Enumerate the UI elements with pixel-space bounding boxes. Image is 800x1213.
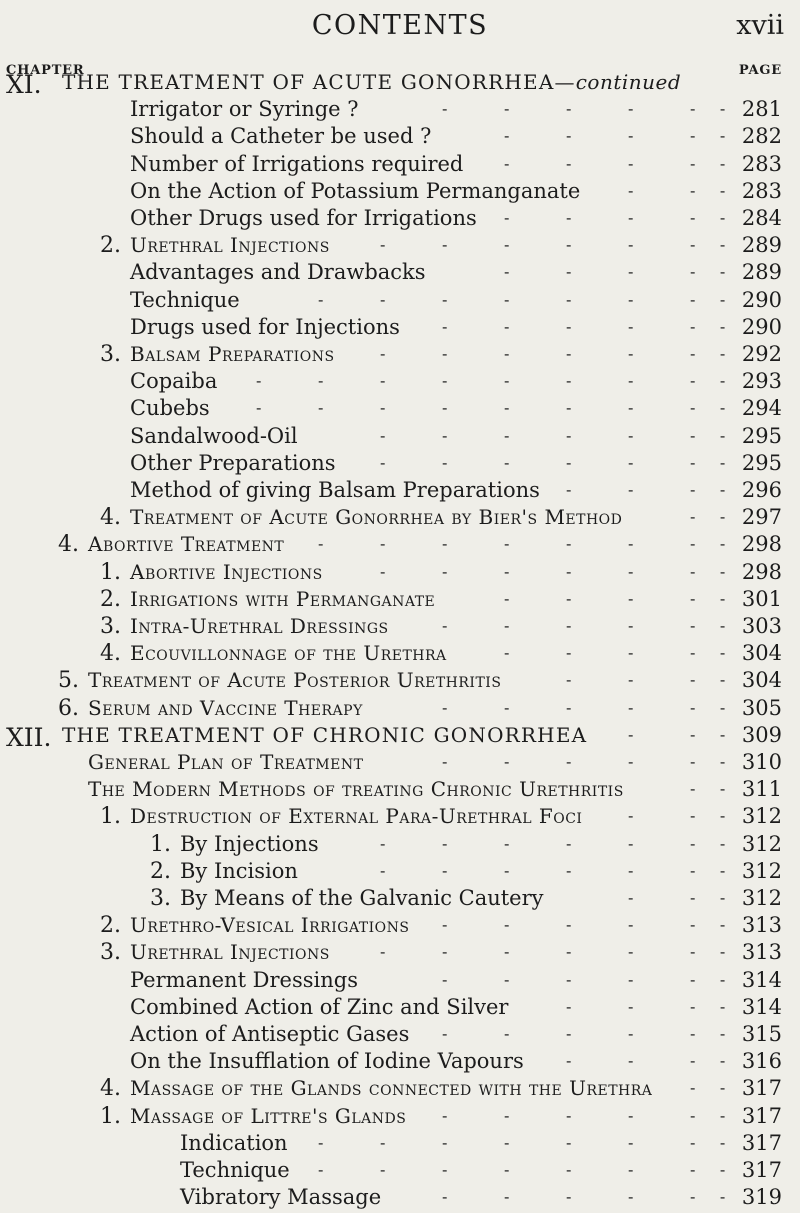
toc-entry: Cubebs 294 - - - - - - - - - — [130, 396, 782, 421]
entry-title: Urethro-Vesical Irrigations — [130, 913, 410, 938]
toc-entry: Other Preparations 295 - - - - - - - — [130, 450, 782, 475]
toc-entry: Advantages and Drawbacks 289 - - - - - — [130, 260, 782, 285]
entry-number: 2. — [150, 858, 171, 884]
entry-title: Number of Irrigations required — [130, 151, 464, 176]
toc-entry — [0, 70, 800, 98]
entry-title: Ecouvillonnage of the Urethra — [130, 641, 447, 666]
page-number: 315 — [741, 1022, 782, 1046]
entry-title: Other Drugs used for Irrigations — [130, 206, 477, 230]
entry-title: Sandalwood-Oil — [130, 423, 298, 448]
page-number: 305 — [741, 695, 782, 720]
page-number: 289 — [741, 260, 782, 285]
entry-number: 1. — [150, 831, 171, 857]
toc-entry: The Modern Methods of treating Chronic Urethritis 311 - - — [88, 777, 782, 802]
toc-entry: 3. Urethral Injections 313 - - - - - - - — [100, 940, 782, 966]
page-number: 298 — [741, 559, 782, 584]
entry-title: Drugs used for Injections — [130, 314, 400, 339]
toc-entry: Action of Antiseptic Gases 315 - - - - - - — [130, 1022, 782, 1046]
entry-title: Massage of Littre's Glands — [130, 1103, 407, 1128]
page-number: 312 — [741, 886, 782, 910]
entry-number: 1. — [100, 1103, 121, 1129]
page-number: 297 — [741, 505, 782, 530]
page-number: 283 — [741, 151, 782, 176]
toc-entry: 1. Abortive Injections 298 - - - - - - - — [100, 559, 782, 585]
page-number: 316 — [741, 1049, 782, 1074]
entry-title: Combined Action of Zinc and Silver — [130, 994, 509, 1019]
toc-entry: Irrigator or Syringe ? 281 - - - - - - — [130, 97, 782, 122]
entry-title: Vibratory Massage — [180, 1185, 382, 1210]
entry-title: Urethral Injections — [130, 233, 330, 258]
entry-title: By Injections — [180, 831, 319, 856]
entry-number: 6. — [58, 695, 79, 721]
page-number: 314 — [741, 967, 782, 992]
toc-entry: Permanent Dressings 314 - - - - - - — [130, 967, 782, 992]
page-number: 301 — [741, 586, 782, 611]
entry-title: Massage of the Glands connected with the Urethra — [130, 1076, 653, 1101]
toc-entry: 2. By Incision 312 - - - - - - - — [150, 858, 782, 884]
toc-entry: 4. Ecouvillonnage of the Urethra 304 - - - - - — [100, 641, 782, 667]
entry-title: Action of Antiseptic Gases — [130, 1022, 410, 1046]
entry-number: 2. — [100, 913, 121, 939]
toc-entry: 2. Irrigations with Permanganate 301 - - - - - — [100, 586, 782, 612]
page-number: 298 — [741, 532, 782, 557]
page-number: 282 — [741, 124, 782, 149]
running-head — [0, 6, 800, 46]
chapter-number: XI. — [6, 70, 42, 99]
toc-entry: 1. Destruction of External Para-Urethral Foci 312 - - - — [100, 804, 782, 830]
entry-number: 3. — [100, 940, 121, 966]
page-number: 311 — [741, 777, 782, 802]
page-number: 295 — [741, 450, 782, 475]
page-number: 304 — [741, 641, 782, 666]
entry-title: THE TREATMENT OF ACUTE GONORRHEA—continued — [62, 70, 682, 94]
entry-title: Treatment of Acute Posterior Urethritis — [88, 668, 502, 693]
page-column-head: PAGE — [738, 63, 782, 78]
toc-entry: On the Insufflation of Iodine Vapours 316 - - - - — [130, 1049, 782, 1074]
entry-number: 3. — [100, 342, 121, 367]
page-folio: xvii — [736, 10, 784, 41]
page-number: 317 — [741, 1130, 782, 1155]
entry-title: Should a Catheter be used ? — [130, 124, 432, 149]
toc-entry: Combined Action of Zinc and Silver 314 - - - - — [130, 994, 782, 1019]
running-title: CONTENTS — [311, 10, 489, 41]
entry-title: Urethral Injections — [130, 940, 330, 965]
entry-title: Method of giving Balsam Preparations — [130, 478, 540, 502]
entry-number: 4. — [58, 532, 79, 558]
page-number: 290 — [741, 314, 782, 339]
entry-number: 4. — [100, 641, 121, 667]
entry-title: Treatment of Acute Gonorrhea by Bier's Method — [130, 505, 623, 530]
toc-entry: 2. Urethro-Vesical Irrigations 313 - - - - - - — [100, 913, 782, 939]
toc-entry: Method of giving Balsam Preparations 296 - - - - — [130, 478, 782, 502]
entry-title: Copaiba — [130, 369, 218, 394]
entry-title-continued: continued — [575, 70, 682, 94]
toc-entry: 3. By Means of the Galvanic Cautery 312 - - - — [150, 886, 782, 911]
page-number: 317 — [741, 1076, 782, 1101]
toc-entry: 1. By Injections 312 - - - - - - - — [150, 831, 782, 857]
entry-title: Technique — [130, 287, 240, 312]
page-number: 284 — [741, 206, 782, 230]
page-number: 304 — [741, 668, 782, 693]
toc-entry: 4. Treatment of Acute Gonorrhea by Bier's Method 297 - - — [100, 505, 782, 531]
page-number: 313 — [741, 940, 782, 965]
entry-title: Other Preparations — [130, 450, 336, 475]
chapter-column-head: CHAPTER — [6, 63, 85, 78]
entry-title: By Incision — [180, 858, 298, 883]
toc-entry: Indication 317 - - - - - - - - — [180, 1130, 782, 1155]
toc-entry: 4. Massage of the Glands connected with the Urethra 317 - - — [100, 1076, 782, 1102]
toc-entry: Technique 317 - - - - - - - - — [180, 1158, 782, 1182]
entry-title: Serum and Vaccine Therapy — [88, 695, 363, 720]
page-number: 289 — [741, 233, 782, 258]
entry-title: Balsam Preparations — [130, 342, 335, 366]
entry-number: 1. — [100, 804, 121, 830]
toc-entry: On the Action of Potassium Permanganate 283 - - - — [130, 178, 782, 203]
page-number: 314 — [741, 994, 782, 1019]
page-number: 310 — [741, 750, 782, 774]
entry-number: 3. — [100, 614, 121, 639]
entry-title: By Means of the Galvanic Cautery — [180, 886, 544, 910]
toc-entry: Should a Catheter be used ? 282 - - - - - — [130, 124, 782, 149]
entry-title: Indication — [180, 1130, 288, 1155]
entry-title: Abortive Injections — [130, 559, 323, 584]
entry-number: 2. — [100, 233, 121, 259]
entry-title: Technique — [180, 1158, 290, 1182]
entry-number: 1. — [100, 559, 121, 585]
page-number: 296 — [741, 478, 782, 502]
toc-entry: General Plan of Treatment 310 - - - - - - — [88, 750, 782, 774]
page-number: 312 — [741, 804, 782, 829]
toc-entry: Sandalwood-Oil 295 - - - - - - - — [130, 423, 782, 448]
page-number: 295 — [741, 423, 782, 448]
entry-title: Cubebs — [130, 396, 210, 421]
page-number: 303 — [741, 614, 782, 638]
toc-entry: Drugs used for Injections 290 - - - - - - — [130, 314, 782, 339]
page-number: 313 — [741, 913, 782, 938]
page-number: 317 — [741, 1158, 782, 1182]
toc-entry: 4. Abortive Treatment 298 - - - - - - - - — [58, 532, 782, 558]
toc-entry: Number of Irrigations required 283 - - - - - — [130, 151, 782, 176]
toc-entry: 6. Serum and Vaccine Therapy 305 - - - - - - — [58, 695, 782, 721]
toc-entry: Other Drugs used for Irrigations 284 - - - - - — [130, 206, 782, 230]
entry-title: On the Insufflation of Iodine Vapours — [130, 1049, 524, 1074]
entry-title: Irrigations with Permanganate — [130, 586, 436, 611]
page-number: 294 — [741, 396, 782, 421]
page-number: 312 — [741, 858, 782, 883]
page-number: 319 — [741, 1185, 782, 1210]
entry-title: Permanent Dressings — [130, 967, 358, 992]
entry-title: THE TREATMENT OF CHRONIC GONORRHEA — [62, 722, 588, 747]
entry-number: 4. — [100, 505, 121, 531]
page-number: 293 — [741, 369, 782, 394]
toc-entry: 2. Urethral Injections 289 - - - - - - - — [100, 233, 782, 259]
page-number: 292 — [741, 342, 782, 366]
toc-entry: Copaiba 293 - - - - - - - - - — [130, 369, 782, 394]
page-number: 312 — [741, 831, 782, 856]
toc-entry: 3. Balsam Preparations 292 - - - - - - - — [100, 342, 782, 367]
entry-title: On the Action of Potassium Permanganate — [130, 178, 581, 203]
entry-number: 4. — [100, 1076, 121, 1102]
entry-title: Intra-Urethral Dressings — [130, 614, 389, 638]
toc-entry: 1. Massage of Littre's Glands 317 - - - - - - — [100, 1103, 782, 1129]
toc-entry: Technique 290 - - - - - - - - — [130, 287, 782, 312]
entry-title: The Modern Methods of treating Chronic Urethritis — [88, 777, 624, 802]
entry-number: 3. — [150, 886, 171, 911]
entry-title: Abortive Treatment — [88, 532, 285, 557]
toc-entry: 5. Treatment of Acute Posterior Urethritis 304 - - - - — [58, 668, 782, 694]
page-number: 290 — [741, 287, 782, 312]
toc-entry: 3. Intra-Urethral Dressings 303 - - - - - - — [100, 614, 782, 639]
entry-number: 2. — [100, 586, 121, 612]
entry-title: Advantages and Drawbacks — [130, 260, 426, 285]
chapter-number: XII. — [6, 722, 52, 752]
page-number: 317 — [741, 1103, 782, 1128]
toc-entry: XII. THE TREATMENT OF CHRONIC GONORRHEA 309 - - - — [6, 722, 782, 752]
page-number: 309 — [741, 722, 782, 747]
entry-title: Destruction of External Para-Urethral Foci — [130, 804, 583, 829]
entry-title: General Plan of Treatment — [88, 750, 364, 774]
entry-title: Irrigator or Syringe ? — [130, 97, 359, 122]
page-number: 283 — [741, 178, 782, 203]
toc-entry: Vibratory Massage 319 - - - - - - — [180, 1185, 782, 1210]
page-number: 281 — [741, 97, 782, 122]
entry-number: 5. — [58, 668, 79, 694]
